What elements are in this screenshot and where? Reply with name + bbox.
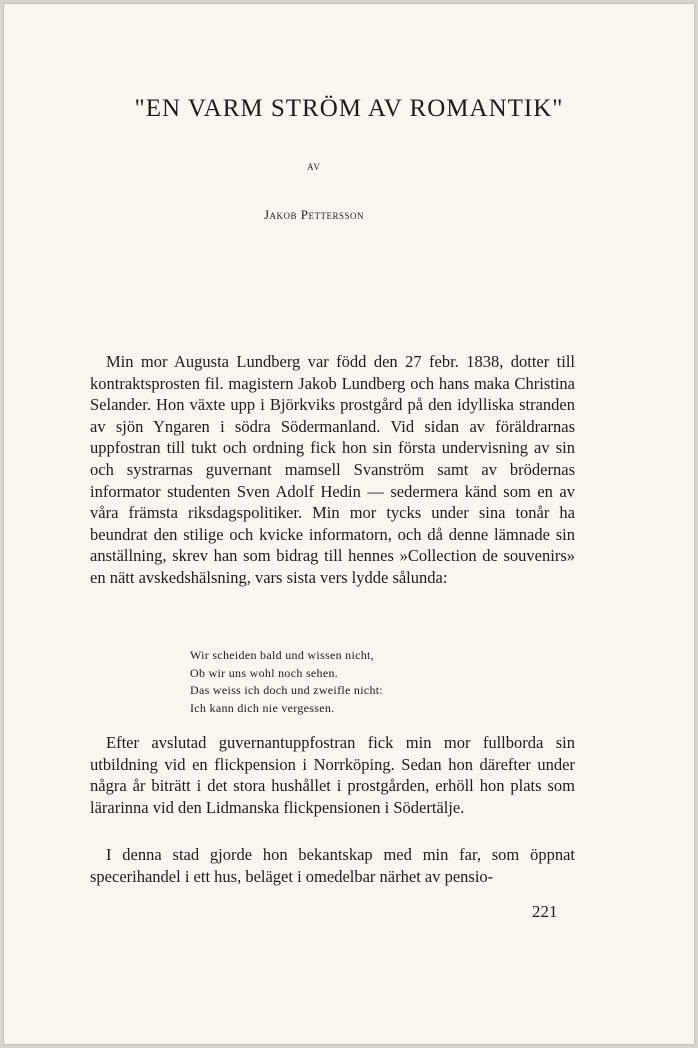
poem-stanza <box>190 647 490 717</box>
article-title: "EN VARM STRÖM AV ROMANTIK" <box>134 95 564 122</box>
paragraph-3: I denna stad gjorde hon bekantskap med min far, som öppnat specerihandel i ett hus, beläget i omedelbar närhet av pensio- <box>90 845 575 886</box>
page-number: 221 <box>532 902 558 921</box>
poem-line: Ich kann dich nie vergessen. <box>190 700 335 715</box>
poem-line: Ob wir uns wohl noch sehen. <box>190 665 339 680</box>
paragraph-1: Min mor Augusta Lundberg var född den 27 febr. 1838, dotter till kontraktsprosten fil. magistern Jakob Lundberg och hans maka Christina Selander. Hon växte upp i Björkviks prostgård på den idylliska stranden av sjön Yngaren i södra Södermanland. Vid sidan av föräldrarnas uppfostran till tukt och ordning fick hon sin första undervisning av sin och systrarnas guvernant mamsell Svanström samt av brödernas informator studenten Sven Adolf Hedin — sedermera känd som en av våra främsta riksdagspolitiker. Min mor tycks under sina tonår ha beundrat den stilige och kvicke informatorn, och då denne lämnade sin anställning, skrev han som bidrag till hennes »Collection de souvenirs» en nätt avskedshälsning, vars sista vers lydde sålunda: <box>90 352 575 587</box>
book-page <box>4 4 694 1044</box>
poem-line: Das weiss ich doch und zweifle nicht: <box>190 683 384 698</box>
poem-line: Wir scheiden bald und wissen nicht, <box>190 648 374 662</box>
author-name: Jakob Pettersson <box>263 207 365 222</box>
paragraph-2: Efter avslutad guvernantuppfostran fick min mor fullborda sin utbildning vid en flickpension i Norrköping. Sedan hon därefter under några år biträtt i det stora hushållet i prostgården, erhöll hon plats som lärarinna vid den Lidmanska flickpensionen i Södertälje. <box>90 733 575 817</box>
byline-av: AV <box>307 162 321 172</box>
